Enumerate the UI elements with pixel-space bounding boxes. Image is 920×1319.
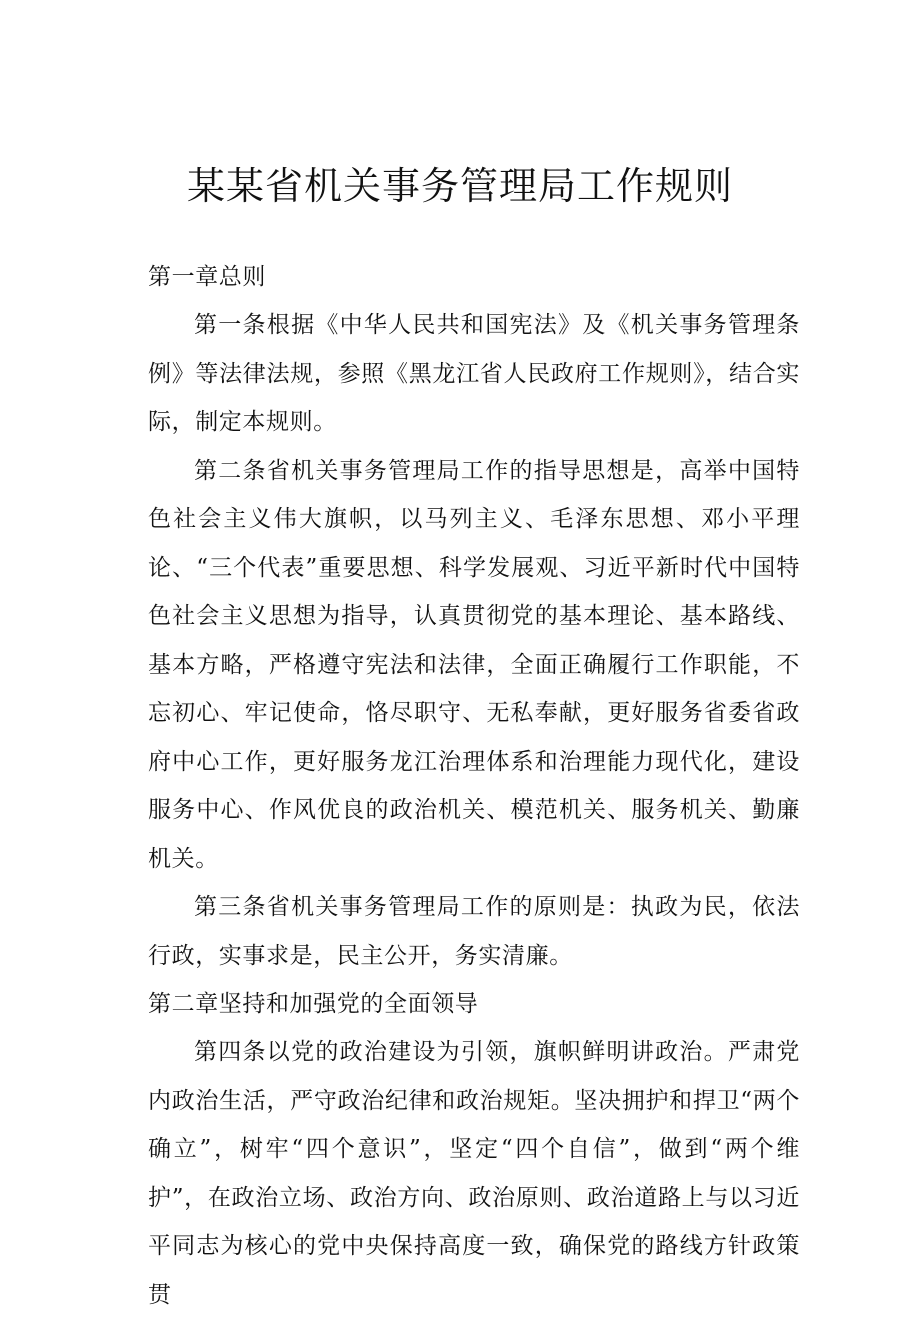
document-title: 某某省机关事务管理局工作规则 — [186, 164, 733, 208]
chapter-heading-1: 第一章总则 — [148, 264, 266, 290]
article-3: 第三条省机关事务管理局工作的原则是：执政为民，依法行政，实事求是，民主公开，务实清廉。 — [148, 894, 800, 969]
article-4: 第四条以党的政治建设为引领，旗帜鲜明讲政治。严肃党内政治生活，严守政治纪律和政治规矩。坚决拥护和捍卫“两个确立”，树牢“四个意识”，坚定“四个自信”，做到“两个维护”，在政治立场、政治方向、政治原则、政治道路上与以习近平同志为核心的党中央保持高度一致，确保党的路线方针政策贯 — [148, 1039, 800, 1308]
article-1: 第一条根据《中华人民共和国宪法》及《机关事务管理条例》等法律法规，参照《黑龙江省人民政府工作规则》，结合实际，制定本规则。 — [148, 312, 800, 435]
document-body — [148, 253, 800, 1319]
article-2: 第二条省机关事务管理局工作的指导思想是，高举中国特色社会主义伟大旗帜，以马列主义、毛泽东思想、邓小平理论、“三个代表”重要思想、科学发展观、习近平新时代中国特色社会主义思想为指导，认真贯彻党的基本理论、基本路线、基本方略，严格遵守宪法和法律，全面正确履行工作职能，不忘初心、牢记使命，恪尽职守、无私奉献，更好服务省委省政府中心工作，更好服务龙江治理体系和治理能力现代化，建设服务中心、作风优良的政治机关、模范机关、服务机关、勤廉机关。 — [148, 457, 800, 872]
chapter-heading-2: 第二章坚持和加强党的全面领导 — [148, 991, 479, 1017]
